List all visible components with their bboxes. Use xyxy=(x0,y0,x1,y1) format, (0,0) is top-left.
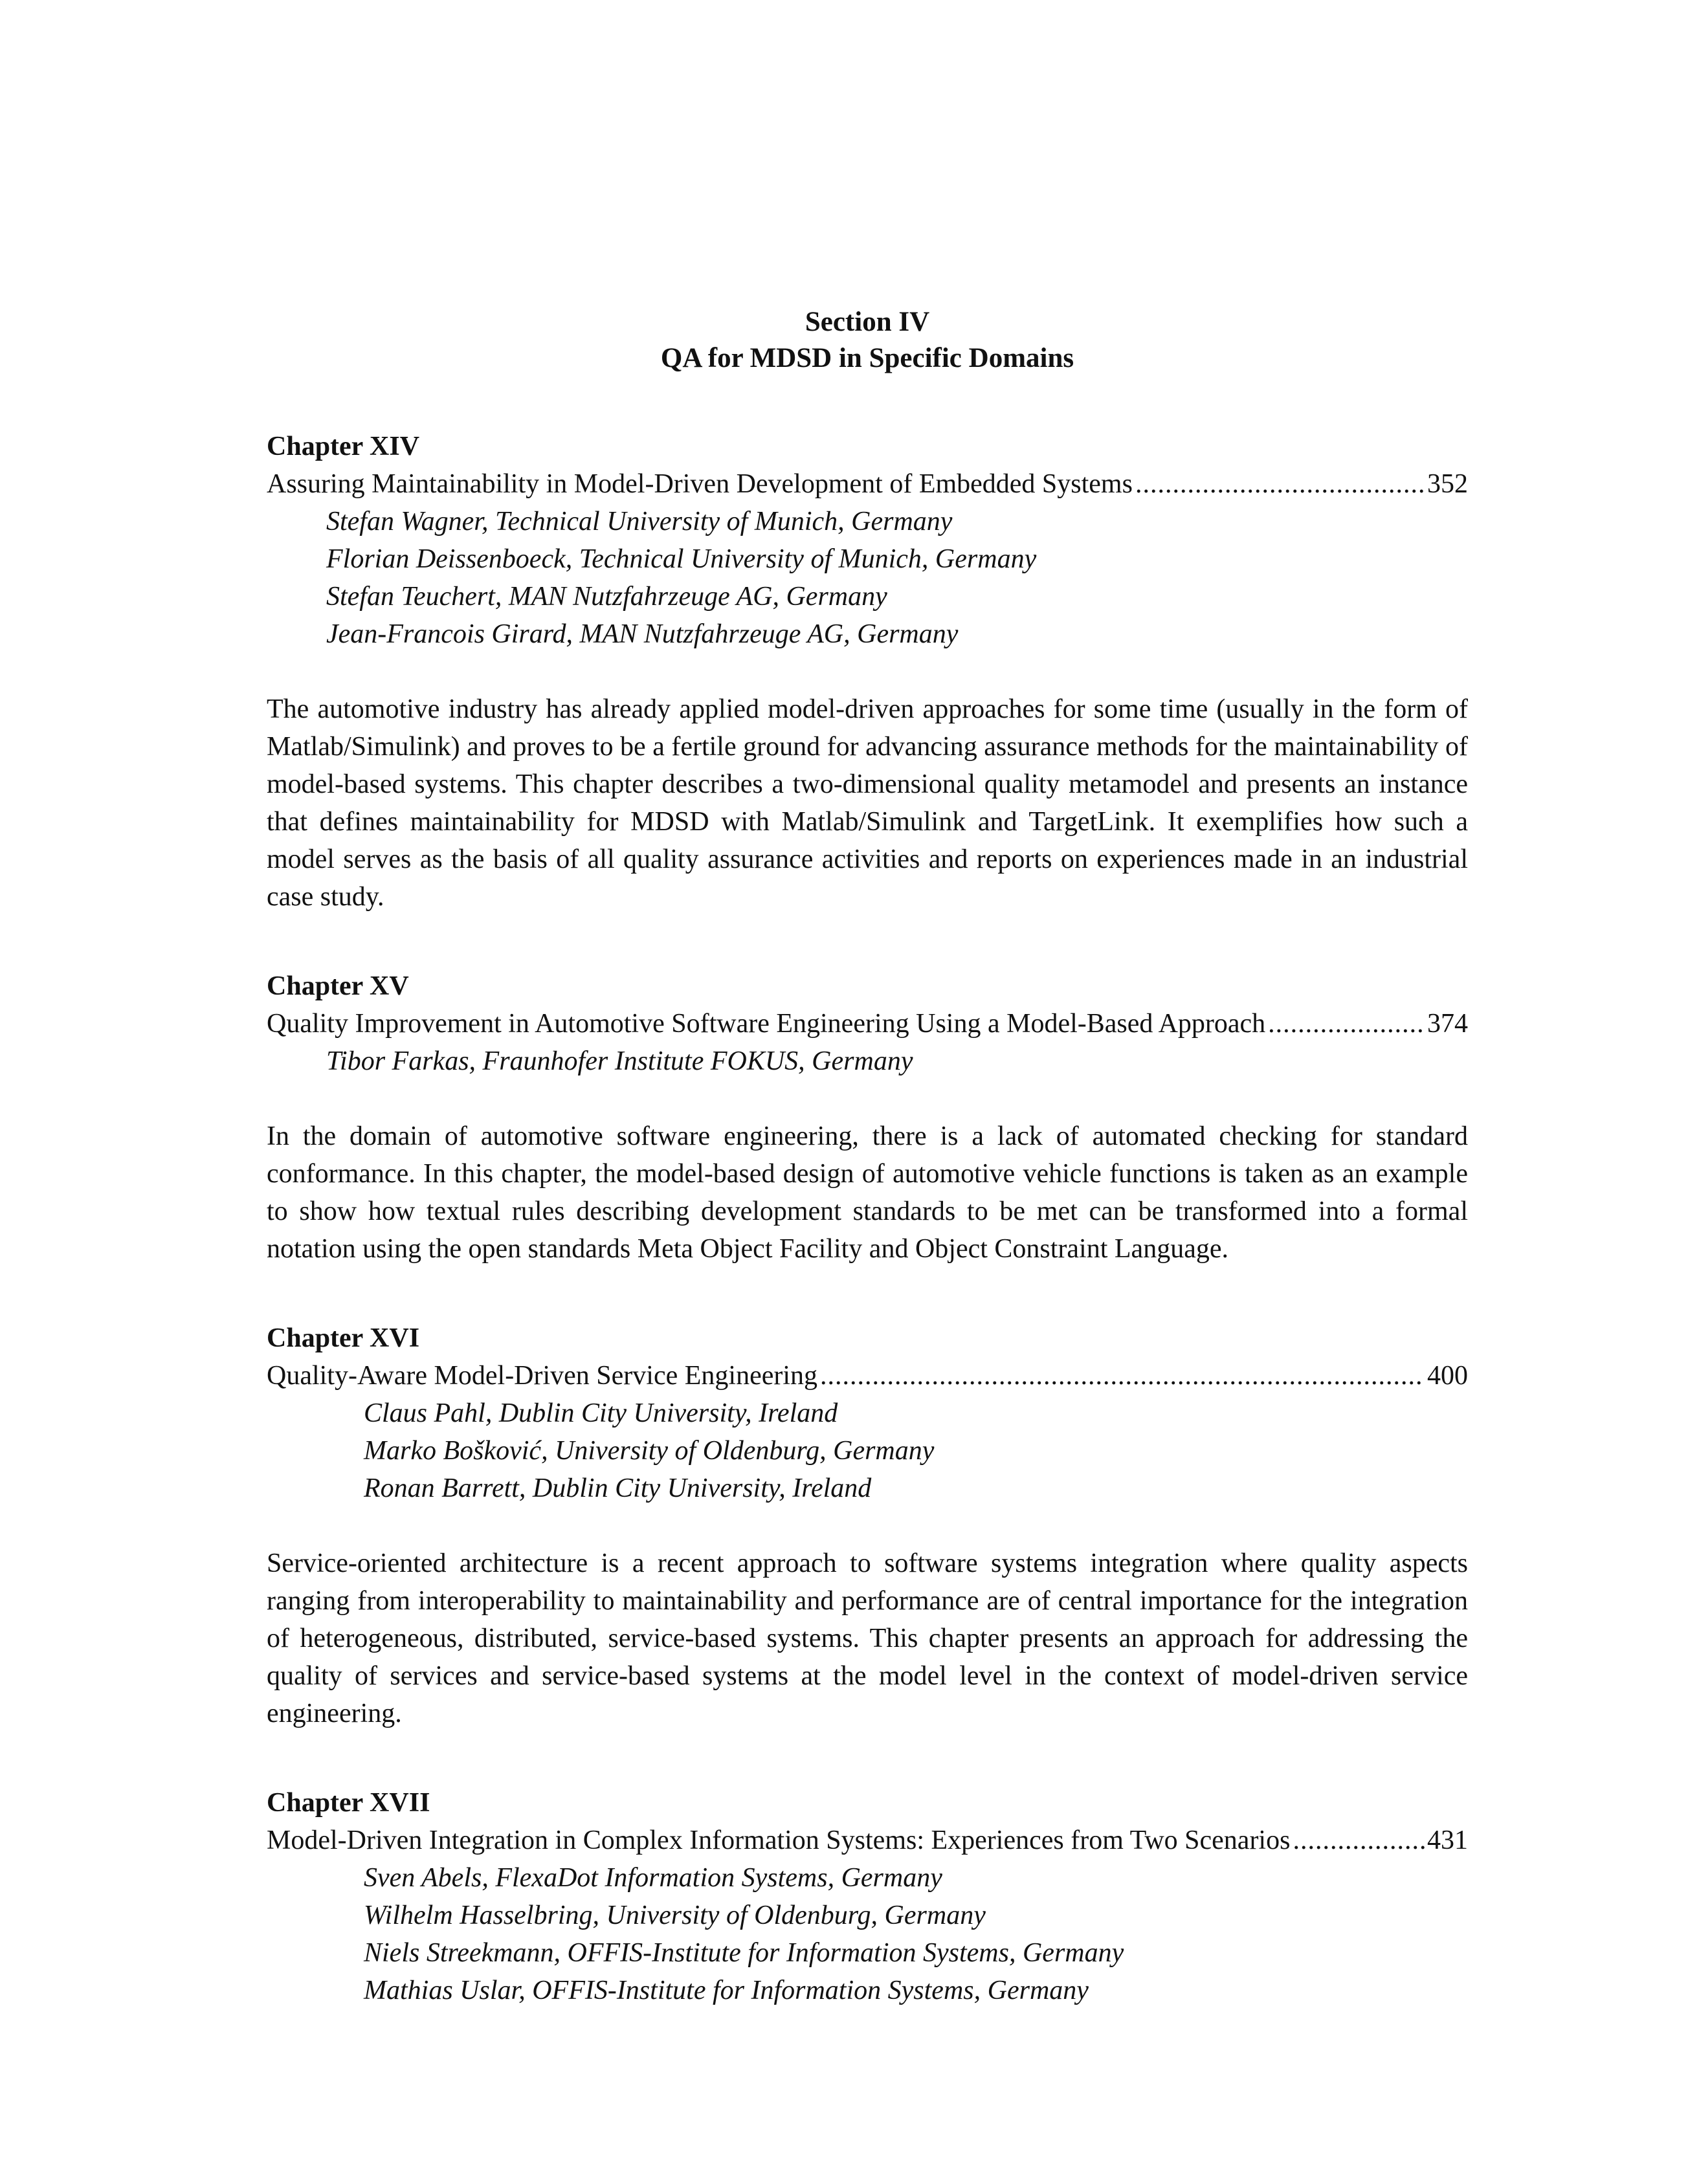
author: Niels Streekmann, OFFIS-Institute for Information Systems, Germany xyxy=(364,1938,1124,1968)
author: Claus Pahl, Dublin City University, Ireland xyxy=(364,1398,838,1428)
author-list xyxy=(267,1042,1468,1080)
dot-leader xyxy=(1293,1822,1425,1859)
author: Mathias Uslar, OFFIS-Institute for Information Systems, Germany xyxy=(364,1976,1089,2005)
toc-entry-chapter-xv xyxy=(267,967,1468,1268)
chapter-title-line xyxy=(267,1822,1468,1859)
section-title: QA for MDSD in Specific Domains xyxy=(660,343,1074,373)
page-number: 400 xyxy=(1427,1361,1468,1391)
author: Tibor Farkas, Fraunhofer Institute FOKUS, Germany xyxy=(326,1046,913,1076)
author: Marko Bošković, University of Oldenburg, Germany xyxy=(364,1436,935,1466)
chapter-title: Quality Improvement in Automotive Software Engineering Using a Model-Based Approach xyxy=(267,1009,1266,1039)
dot-leader xyxy=(820,1357,1425,1395)
chapter-label: Chapter XVI xyxy=(267,1323,420,1353)
author: Sven Abels, FlexaDot Information Systems, Germany xyxy=(364,1863,942,1893)
toc-entry-chapter-xvi xyxy=(267,1319,1468,1732)
chapter-label: Chapter XVII xyxy=(267,1788,430,1818)
chapter-title: Quality-Aware Model-Driven Service Engineering xyxy=(267,1361,818,1391)
toc-entry-chapter-xvii xyxy=(267,1784,1468,2009)
author: Wilhelm Hasselbring, University of Oldenburg, Germany xyxy=(364,1901,986,1930)
author: Florian Deissenboeck, Technical University of Munich, Germany xyxy=(326,544,1037,574)
chapter-abstract: In the domain of automotive software engineering, there is a lack of automated checking for standard conformance. In this chapter, the model-based design of automotive vehicle functions is taken as an example to show how textual rules describing development standards to be met can be transformed into a formal notation using the open standards Meta Object Facility and Object Constraint Language. xyxy=(267,1121,1468,1264)
page-number: 352 xyxy=(1427,469,1468,499)
chapter-title: Model-Driven Integration in Complex Information Systems: Experiences from Two Scenarios xyxy=(267,1826,1291,1855)
toc-content xyxy=(267,304,1468,2009)
page-number: 374 xyxy=(1427,1009,1468,1039)
chapter-title: Assuring Maintainability in Model-Driven Development of Embedded Systems xyxy=(267,469,1133,499)
author-list xyxy=(267,503,1468,653)
dot-leader xyxy=(1268,1005,1425,1042)
chapter-label: Chapter XIV xyxy=(267,432,420,461)
author: Stefan Teuchert, MAN Nutzfahrzeuge AG, Germany xyxy=(326,582,887,612)
page-number: 431 xyxy=(1427,1826,1468,1855)
chapter-title-line xyxy=(267,465,1468,503)
section-label: Section IV xyxy=(805,307,930,337)
chapter-title-line xyxy=(267,1005,1468,1042)
dot-leader xyxy=(1135,465,1425,503)
author-list xyxy=(267,1395,1468,1507)
chapter-abstract: The automotive industry has already applied model-driven approaches for some time (usually in the form of Matlab/Simulink) and proves to be a fertile ground for advancing assurance methods for the maintainability of model-based systems. This chapter describes a two-dimensional quality metamodel and presents an instance that defines maintainability for MDSD with Matlab/Simulink and TargetLink. It exemplifies how such a model serves as the basis of all quality assurance activities and reports on experiences made in an industrial case study. xyxy=(267,694,1468,912)
chapter-abstract: Service-oriented architecture is a recent approach to software systems integration where quality aspects ranging from interoperability to maintainability and performance are of central importance for the integration of heterogeneous, distributed, service-based systems. This chapter presents an approach for addressing the quality of services and service-based systems at the model level in the context of model-driven service engineering. xyxy=(267,1549,1468,1728)
author: Jean-Francois Girard, MAN Nutzfahrzeuge AG, Germany xyxy=(326,619,959,649)
chapter-title-line xyxy=(267,1357,1468,1395)
toc-entry-chapter-xiv xyxy=(267,428,1468,916)
author: Ronan Barrett, Dublin City University, Ireland xyxy=(364,1473,872,1503)
author-list xyxy=(267,1859,1468,2009)
chapter-label: Chapter XV xyxy=(267,971,409,1001)
section-heading xyxy=(267,304,1468,377)
author: Stefan Wagner, Technical University of Munich, Germany xyxy=(326,507,953,536)
